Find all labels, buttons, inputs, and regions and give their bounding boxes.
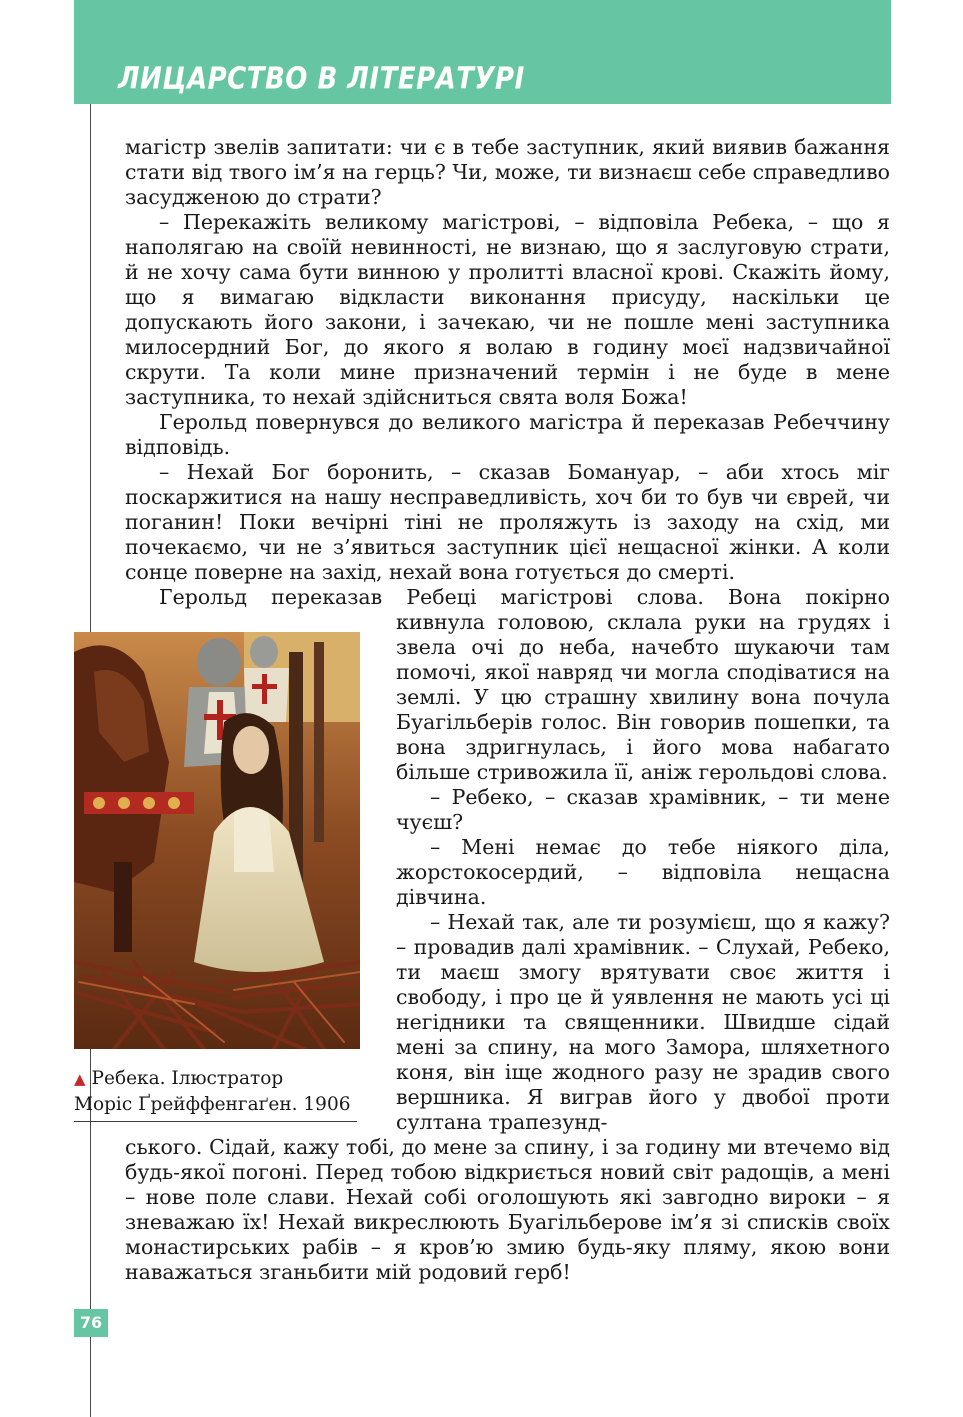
paragraph: Герольд повернувся до великого магістра й переказав Ребеччину відповідь. (125, 410, 890, 459)
paragraph: кивнула головою, склала руки на грудях і звела очі до неба, начебто шукаючи там помочі, якої навряд чи могла сподіватися на землі. У цю страшну хвилину вона почула Буагільберів голос. Він говорив пошепки, та вона здригнулась, і його мова набагато більше стривожила її, аніж герольдові слова. (396, 610, 890, 784)
paragraph-intro: Герольд переказав Ребеці магістрові слова. Вона покірно (159, 585, 890, 609)
text-top (125, 135, 890, 610)
paragraph: ського. Сідай, кажу тобі, до мене за спину, і за годину ми втечемо від будь-якої погоні. Перед тобою відкриється новий світ радощів, а мені – нове поле слави. Нехай собі оголошують які завгодно вироки – я зневажаю їх! Нехай викреслюють Буагільберове ім’я зі списків своїх монастирських рабів – я кров’ю змию будь-яку пляму, якою вони наважаться зганьбити мій родовий герб! (125, 1135, 890, 1284)
paragraph: – Перекажіть великому магістрові, – відповіла Ребека, – що я наполягаю на своїй невинності, не визнаю, що я заслуговую страти, й не хочу сама бути винною у пролитті власної крові. Скажіть йому, що я вимагаю відкласти виконання присуду, наскільки це допускають його закони, і зачекаю, чи не пошле мені заступника милосердний Бог, до якого я волаю в годину моєї надзвичайної скрути. Та коли мине призначений термін і не буде в мене заступника, то нехай здійсниться свята воля Божа! (125, 210, 890, 409)
section-title: ЛИЦАРСТВО В ЛІТЕРАТУРІ (118, 62, 525, 97)
figure-caption (74, 1066, 364, 1117)
illustration-rebecca (74, 632, 360, 1049)
page-number: 76 (74, 1309, 108, 1337)
caption-line-2: Моріс Ґрейффенгаґен. 1906 (74, 1094, 351, 1115)
text-bottom (125, 1135, 890, 1285)
triangle-marker-icon: ▲ (74, 1070, 86, 1088)
caption-line-1: Ребека. Ілюстратор (91, 1068, 284, 1089)
paragraph: – Нехай так, але ти розумієш, що я кажу? – провадив далі храмівник. – Слухай, Ребеко, ти маєш змогу врятувати своє життя і свободу, і про це й уявлення не мають усі ці негідники та священники. Швидше сідай мені за спину, на мого Замора, шляхетного коня, він іще жодного разу не зрадив свого вершника. Я виграв його у двобої проти султана трапезунд- (396, 910, 890, 1134)
paragraph: – Ребеко, – сказав храмівник, – ти мене чуєш? (396, 785, 890, 834)
paragraph: – Мені немає до тебе ніякого діла, жорстокосердий, – відповіла нещасна дівчина. (396, 835, 890, 909)
paragraph: – Нехай Бог боронить, – сказав Бомануар, – аби хтось міг поскаржитися на нашу несправедливість, хоч би то був чи єврей, чи поганин! Поки вечірні тіні не проляжуть із заходу на схід, ми почекаємо, чи не з’явиться заступник цієї нещасної жінки. А коли сонце поверне на захід, нехай вона готується до смерті. (125, 460, 890, 584)
caption-rule (74, 1121, 357, 1122)
paragraph: магістр звелів запитати: чи є в тебе заступник, який виявив бажання стати від твого ім’я на герць? Чи, може, ти визнаєш себе справедливо засудженою до страти? (125, 135, 890, 209)
text-narrow (396, 610, 890, 1135)
